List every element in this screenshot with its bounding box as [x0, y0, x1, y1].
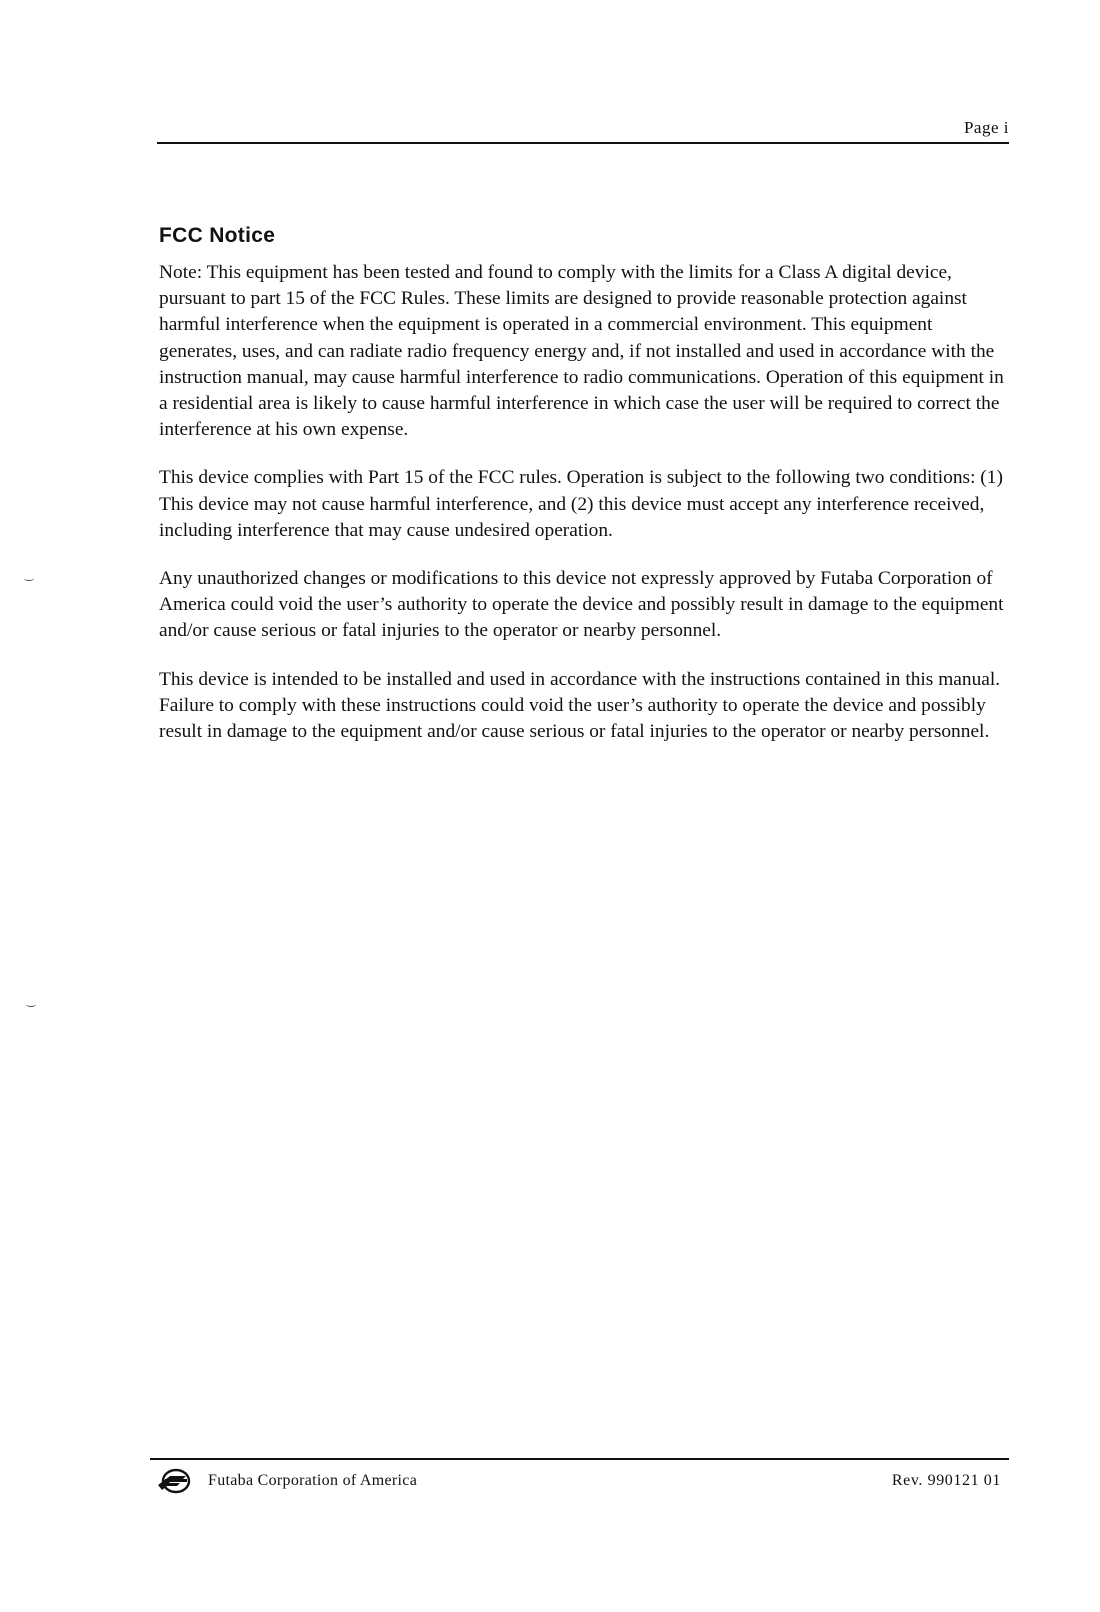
paragraph-unauthorized-changes: Any unauthorized changes or modifications to this device not expressly approved by Futaba Corporation of America could void the user’s authority to operate the device and possibly result in damage to the equipment and/or cause serious or fatal injuries to the operator or nearby personnel. [159, 568, 1004, 642]
footer-company: Futaba Corporation of America [208, 1472, 418, 1489]
page-number: Page i [963, 118, 1009, 137]
document-body [159, 224, 1009, 767]
paragraph-installation-instructions: This device is intended to be installed and used in accordance with the instructions contained in this manual. Failure to comply with these instructions could void the user’s authority to operate the device and possibly result in damage to the equipment and/or cause serious or fatal injuries to the operator or nearby personnel. [159, 668, 1001, 743]
paragraph-part15-conditions: This device complies with Part 15 of the FCC rules. Operation is subject to the following two conditions: (1) This device may not cause harmful interference, and (2) this device must accept any interference received, including interference that may cause undesired operation. [159, 467, 1003, 541]
header-rule [157, 142, 1009, 144]
paragraph-fcc-note: Note: This equipment has been tested and found to comply with the limits for a Class A digital device, pursuant to part 15 of the FCC Rules. These limits are designed to provide reasonable protection against harmful interference when the equipment is operated in a commercial environment. This equipment generates, uses, and can radiate radio frequency energy and, if not installed and used in accordance with the instruction manual, may cause harmful interference to radio communications. Operation of this equipment in a residential area is likely to cause harmful interference in which case the user will be required to correct the interference at his own expense. [159, 262, 1004, 441]
margin-mark [24, 576, 34, 581]
page-header [157, 118, 1009, 148]
margin-mark [26, 1002, 36, 1007]
page-footer [150, 1458, 1009, 1508]
section-title: FCC Notice [159, 224, 276, 247]
footer-revision: Rev. 990121 01 [891, 1472, 1001, 1489]
futaba-logo-icon [156, 1468, 192, 1494]
footer-rule [150, 1458, 1009, 1460]
